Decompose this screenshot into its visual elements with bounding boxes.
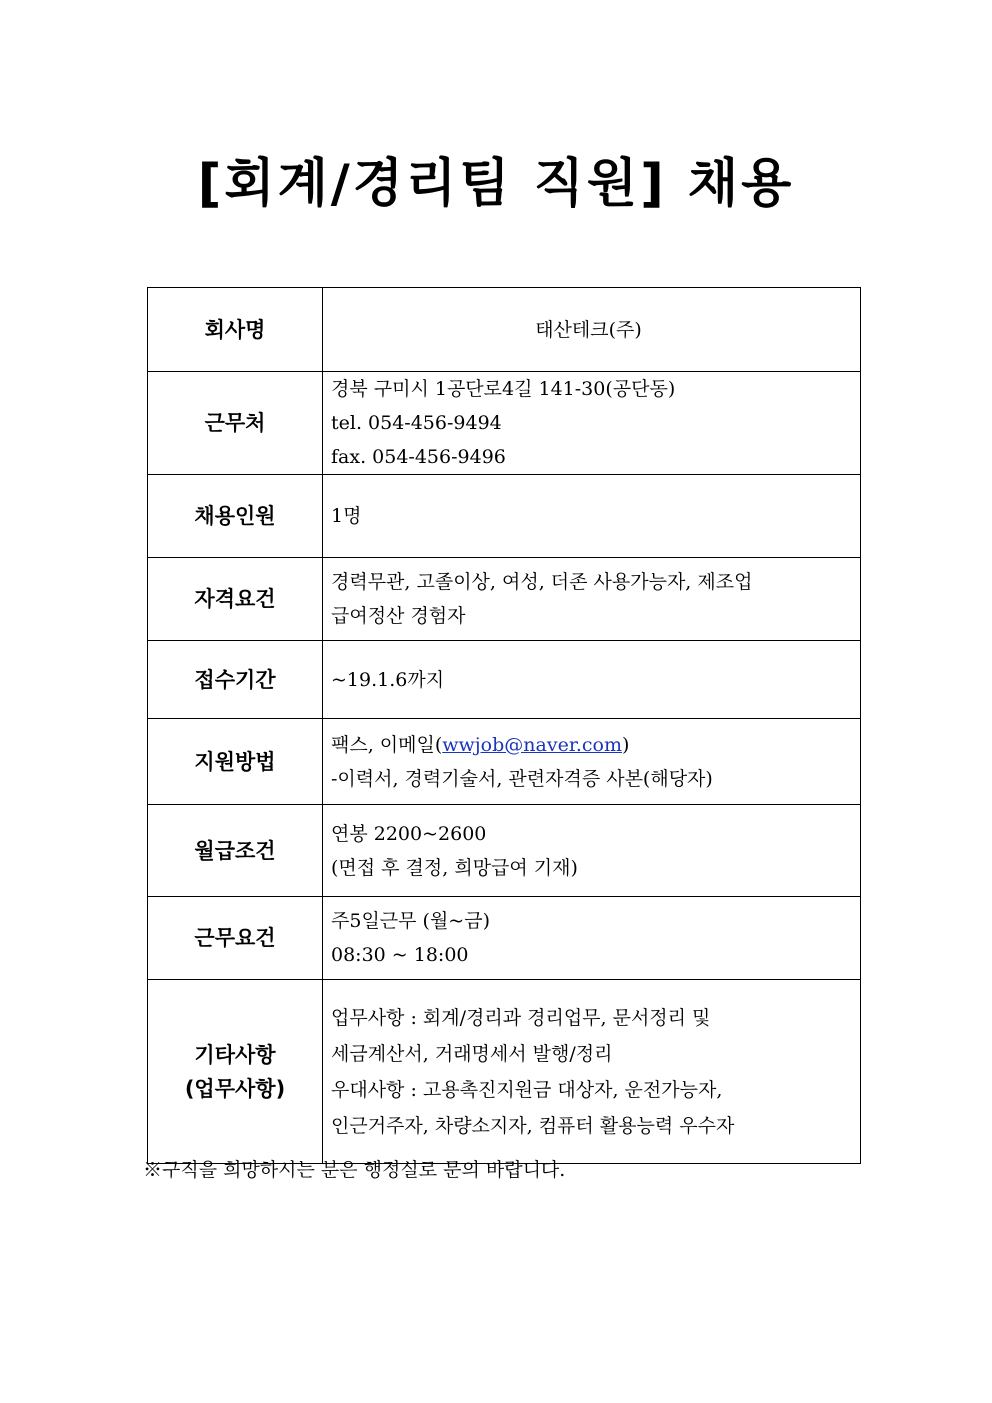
email-link[interactable]: wwjob@naver.com xyxy=(442,733,622,756)
value-hours xyxy=(323,897,861,980)
apply-line-1 xyxy=(331,728,854,762)
label-company: 회사명 xyxy=(148,288,323,372)
table-row-headcount xyxy=(148,475,861,558)
label-salary: 월급조건 xyxy=(148,805,323,897)
etc-line-4: 인근거주자, 차량소지자, 컴퓨터 활용능력 우수자 xyxy=(331,1114,735,1137)
workplace-address: 경북 구미시 1공단로4길 141-30(공단동) xyxy=(331,378,676,400)
value-company: 태산테크(주) xyxy=(323,288,861,372)
etc-label-line-1: 기타사항 xyxy=(194,1042,276,1067)
table-row-apply xyxy=(148,719,861,805)
table-row-workplace xyxy=(148,372,861,475)
hours-line-1: 주5일근무 (월~금) xyxy=(331,910,490,932)
salary-line-2: (면접 후 결정, 희망급여 기재) xyxy=(331,856,578,879)
job-info-table xyxy=(147,287,861,1164)
etc-line-1: 업무사항 : 회계/경리과 경리업무, 문서정리 및 xyxy=(331,1006,711,1029)
value-etc xyxy=(323,980,861,1164)
value-headcount: 1명 xyxy=(323,475,861,558)
table-row-period xyxy=(148,641,861,719)
label-period: 접수기간 xyxy=(148,641,323,719)
table-row-company xyxy=(148,288,861,372)
footer-note: ※구직을 희망하시는 분은 행정실로 문의 바랍니다. xyxy=(143,1159,566,1181)
hours-line-2: 08:30 ~ 18:00 xyxy=(331,944,469,966)
label-hours: 근무요건 xyxy=(148,897,323,980)
value-qualifications xyxy=(323,558,861,641)
label-workplace: 근무처 xyxy=(148,372,323,475)
table-row-hours xyxy=(148,897,861,980)
table-row-salary xyxy=(148,805,861,897)
label-qualifications: 자격요건 xyxy=(148,558,323,641)
etc-label-line-2: (업무사항) xyxy=(184,1076,286,1101)
label-apply: 지원방법 xyxy=(148,719,323,805)
value-workplace xyxy=(323,372,861,475)
page-title: [회계/경리팀 직원] 채용 xyxy=(197,154,795,214)
label-headcount: 채용인원 xyxy=(148,475,323,558)
value-period: ~19.1.6까지 xyxy=(323,641,861,719)
workplace-fax: fax. 054-456-9496 xyxy=(331,446,506,468)
label-etc xyxy=(148,980,323,1164)
apply-line-2: -이력서, 경력기술서, 관련자격증 사본(해당자) xyxy=(331,767,713,790)
salary-line-1: 연봉 2200~2600 xyxy=(331,822,487,845)
qualifications-line-1: 경력무관, 고졸이상, 여성, 더존 사용가능자, 제조업 xyxy=(331,571,753,593)
apply-prefix: 팩스, 이메일( xyxy=(331,733,443,756)
table-row-etc xyxy=(148,980,861,1164)
etc-line-3: 우대사항 : 고용촉진지원금 대상자, 운전가능자, xyxy=(331,1078,723,1101)
workplace-tel: tel. 054-456-9494 xyxy=(331,412,502,434)
apply-suffix: ) xyxy=(621,733,630,756)
etc-line-2: 세금계산서, 거래명세서 발행/정리 xyxy=(331,1042,613,1065)
value-apply xyxy=(323,719,861,805)
qualifications-line-2: 급여정산 경험자 xyxy=(331,605,466,627)
value-salary xyxy=(323,805,861,897)
table-row-qualifications xyxy=(148,558,861,641)
